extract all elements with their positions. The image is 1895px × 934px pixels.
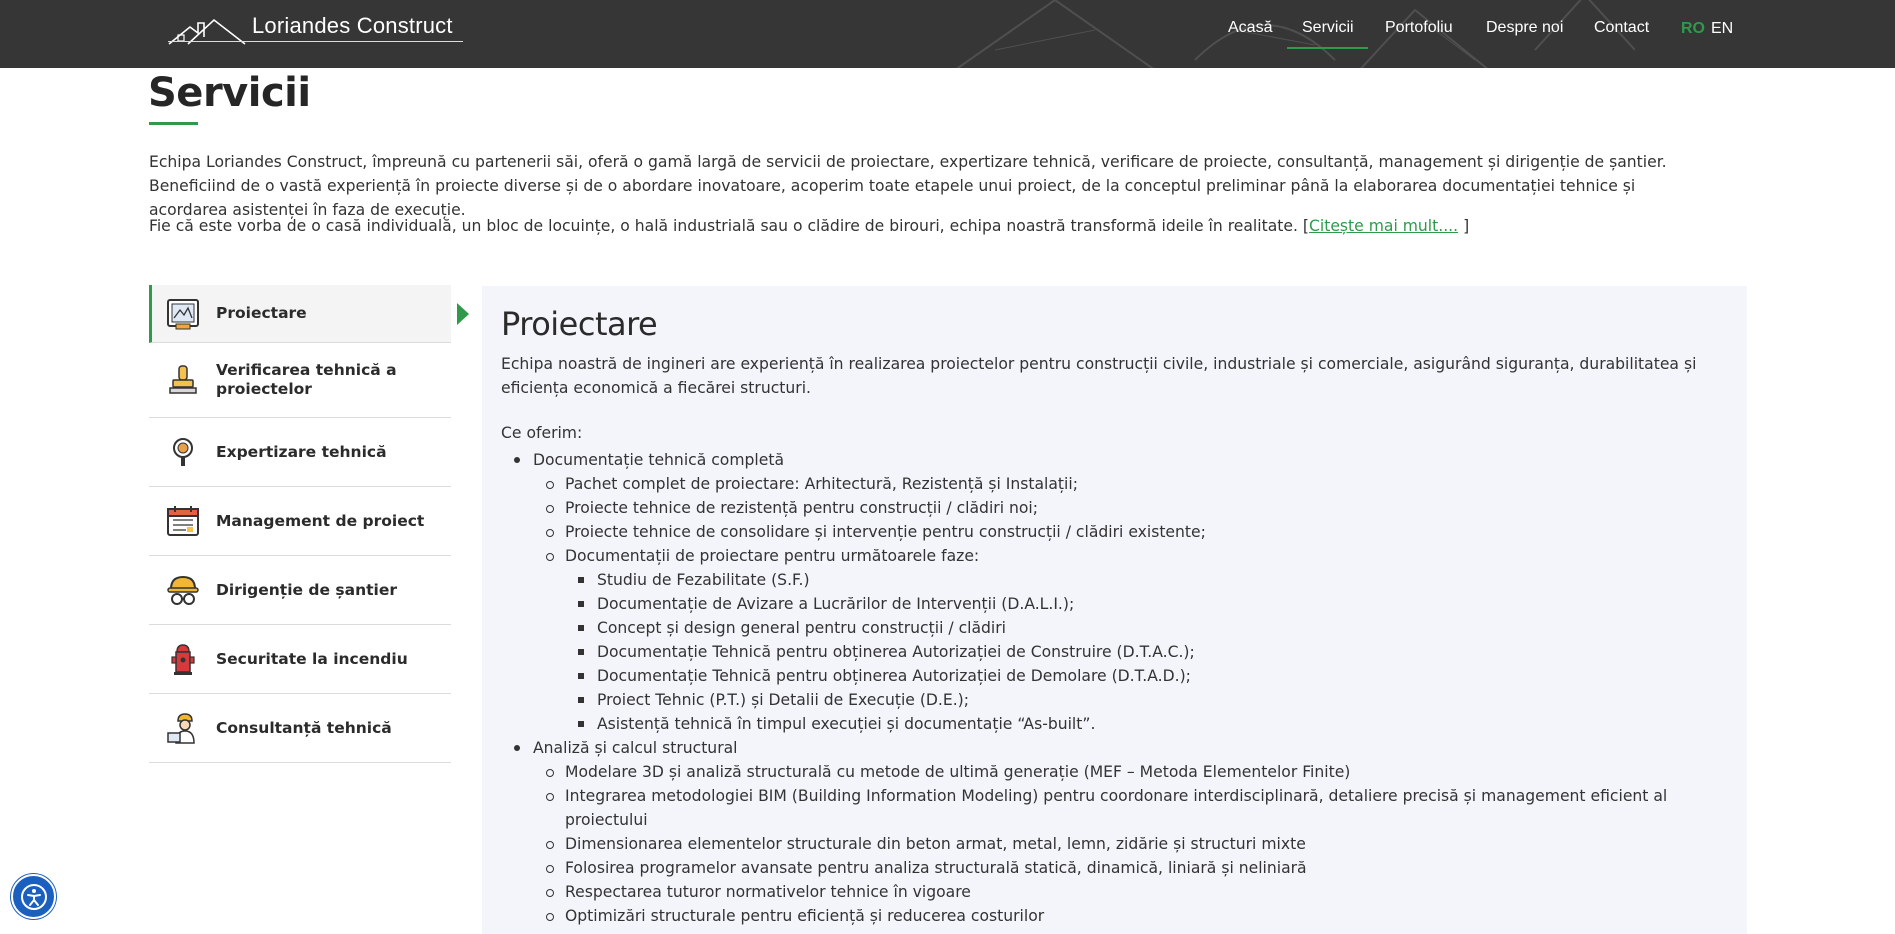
intro-paragraph-2 bbox=[149, 214, 1709, 238]
list-item: Documentație de Avizare a Lucrărilor de Intervenții (D.A.L.I.); bbox=[565, 592, 1731, 616]
list-item: Folosirea programelor avansate pentru analiza structurală statică, dinamică, liniară și neliniară bbox=[533, 856, 1731, 880]
services-sidebar bbox=[149, 285, 451, 763]
service-title: Proiectare bbox=[501, 305, 658, 343]
list-item-label: Documentații de proiectare pentru următoarele faze: bbox=[565, 547, 980, 565]
list-item: Modelare 3D și analiză structurală cu metode de ultimă generație (MEF – Metoda Elementelor Finite) bbox=[533, 760, 1731, 784]
list-item bbox=[501, 448, 1731, 736]
offer-heading: Ce oferim: bbox=[501, 424, 583, 442]
sidebar-item-management[interactable] bbox=[149, 487, 451, 556]
intro-paragraph-2-text: Fie că este vorba de o casă individuală, un bloc de locuințe, o hală industrială sau o clădire de birouri, echipa noastră transformă ideile în realitate. bbox=[149, 217, 1298, 235]
sidebar-item-dirigentie[interactable] bbox=[149, 556, 451, 625]
list-item: Asistență tehnică în timpul execuției și documentație “As-built”. bbox=[565, 712, 1731, 736]
nav-item-despre-noi[interactable]: Despre noi bbox=[1486, 19, 1564, 36]
page-title: Servicii bbox=[148, 70, 311, 116]
sidebar-item-expertizare[interactable] bbox=[149, 418, 451, 487]
nav-item-contact[interactable]: Contact bbox=[1594, 19, 1650, 36]
sidebar-item-proiectare[interactable] bbox=[149, 285, 451, 343]
list-item: Optimizări structurale pentru eficiență și reducerea costurilor bbox=[533, 904, 1731, 928]
list-item-label: Documentație tehnică completă bbox=[533, 451, 785, 469]
service-intro: Echipa noastră de ingineri are experiență în realizarea proiectelor pentru construcții civile, industriale și comerciale, asigurând siguranța, durabilitatea și eficiența economică a fiecărei structuri. bbox=[501, 355, 1697, 397]
fire-hydrant-icon bbox=[165, 641, 201, 677]
list-item: Proiecte tehnice de rezistență pentru construcții / clădiri noi; bbox=[533, 496, 1731, 520]
read-more-link[interactable]: Citește mai mult.... bbox=[1308, 217, 1459, 235]
accessibility-button[interactable] bbox=[11, 874, 56, 919]
list-item: Respectarea tuturor normativelor tehnice în vigoare bbox=[533, 880, 1731, 904]
sidebar-item-label: Verificarea tehnică a proiectelor bbox=[216, 361, 397, 398]
list-item-label: Analiză și calcul structural bbox=[533, 739, 738, 757]
service-detail-panel bbox=[482, 286, 1747, 934]
magnifier-icon bbox=[165, 434, 201, 470]
engineer-icon bbox=[165, 710, 201, 746]
lang-ro[interactable]: RO bbox=[1681, 20, 1705, 37]
list-item: Studiu de Fezabilitate (S.F.) bbox=[565, 568, 1731, 592]
sidebar-item-securitate[interactable] bbox=[149, 625, 451, 694]
nav-item-acasa[interactable]: Acasă bbox=[1228, 19, 1273, 36]
intro-text bbox=[149, 150, 1709, 222]
sidebar-item-consultanta[interactable] bbox=[149, 694, 451, 763]
main-nav bbox=[0, 0, 1895, 68]
intro-paragraph-1: Echipa Loriandes Construct, împreună cu partenerii săi, oferă o gamă largă de servicii de proiectare, expertizare tehnică, verificare de proiecte, consultanță, management și dirigenție de șantier. Beneficiind de o vastă experiență în proiecte diverse și de o abordare inovatoare, acoperim toate etapele unui proiect, de la conceptul preliminar până la elaborarea documentației tehnice și acordarea asistenței în faza de execuție. bbox=[149, 153, 1667, 219]
sidebar-item-label: Proiectare bbox=[216, 304, 307, 322]
offer-list bbox=[501, 448, 1731, 928]
sidebar-item-label: Expertizare tehnică bbox=[216, 442, 387, 461]
site-header bbox=[0, 0, 1895, 68]
sidebar-item-label: Management de proiect bbox=[216, 511, 425, 530]
sidebar-item-label: Consultanță tehnică bbox=[216, 718, 392, 737]
blueprint-icon bbox=[165, 296, 201, 332]
list-item: Proiect Tehnic (P.T.) și Detalii de Execuție (D.E.); bbox=[565, 688, 1731, 712]
list-item: Documentație Tehnică pentru obținerea Autorizației de Demolare (D.T.A.D.); bbox=[565, 664, 1731, 688]
accessibility-icon bbox=[19, 882, 49, 912]
nav-item-portofoliu[interactable]: Portofoliu bbox=[1385, 19, 1453, 36]
nav-item-servicii[interactable]: Servicii bbox=[1302, 19, 1354, 36]
list-item: Proiecte tehnice de consolidare și intervenție pentru construcții / clădiri existente; bbox=[533, 520, 1731, 544]
sidebar-item-label: Securitate la incendiu bbox=[216, 649, 408, 668]
bracket-close: ] bbox=[1463, 217, 1470, 235]
intro-text-2 bbox=[149, 214, 1709, 238]
sidebar-item-verificare[interactable] bbox=[149, 343, 451, 418]
active-arrow-icon bbox=[457, 303, 469, 325]
list-item: Concept și design general pentru construcții / clădiri bbox=[565, 616, 1731, 640]
list-item bbox=[501, 736, 1731, 928]
bracket-open: [ bbox=[1302, 217, 1309, 235]
title-underline bbox=[149, 122, 198, 125]
calendar-icon bbox=[165, 503, 201, 539]
stamp-icon bbox=[165, 362, 201, 398]
sidebar-item-label: Dirigenție de șantier bbox=[216, 580, 398, 599]
sub-list bbox=[533, 472, 1731, 736]
list-item: Dimensionarea elementelor structurale din beton armat, metal, lemn, zidărie și structuri mixte bbox=[533, 832, 1731, 856]
lang-en[interactable]: EN bbox=[1711, 20, 1734, 37]
list-item: Documentație Tehnică pentru obținerea Autorizației de Construire (D.T.A.C.); bbox=[565, 640, 1731, 664]
nav-active-indicator bbox=[1287, 47, 1368, 49]
sub-list bbox=[533, 760, 1731, 928]
phase-list bbox=[565, 568, 1731, 736]
list-item: Pachet complet de proiectare: Arhitectură, Rezistență și Instalații; bbox=[533, 472, 1731, 496]
list-item: Integrarea metodologiei BIM (Building Information Modeling) pentru coordonare interdisciplinară, detaliere precisă și management eficient al proiectului bbox=[533, 784, 1731, 832]
brand-name: Loriandes Construct bbox=[252, 13, 453, 38]
hard-hat-icon bbox=[165, 572, 201, 608]
list-item bbox=[533, 544, 1731, 736]
